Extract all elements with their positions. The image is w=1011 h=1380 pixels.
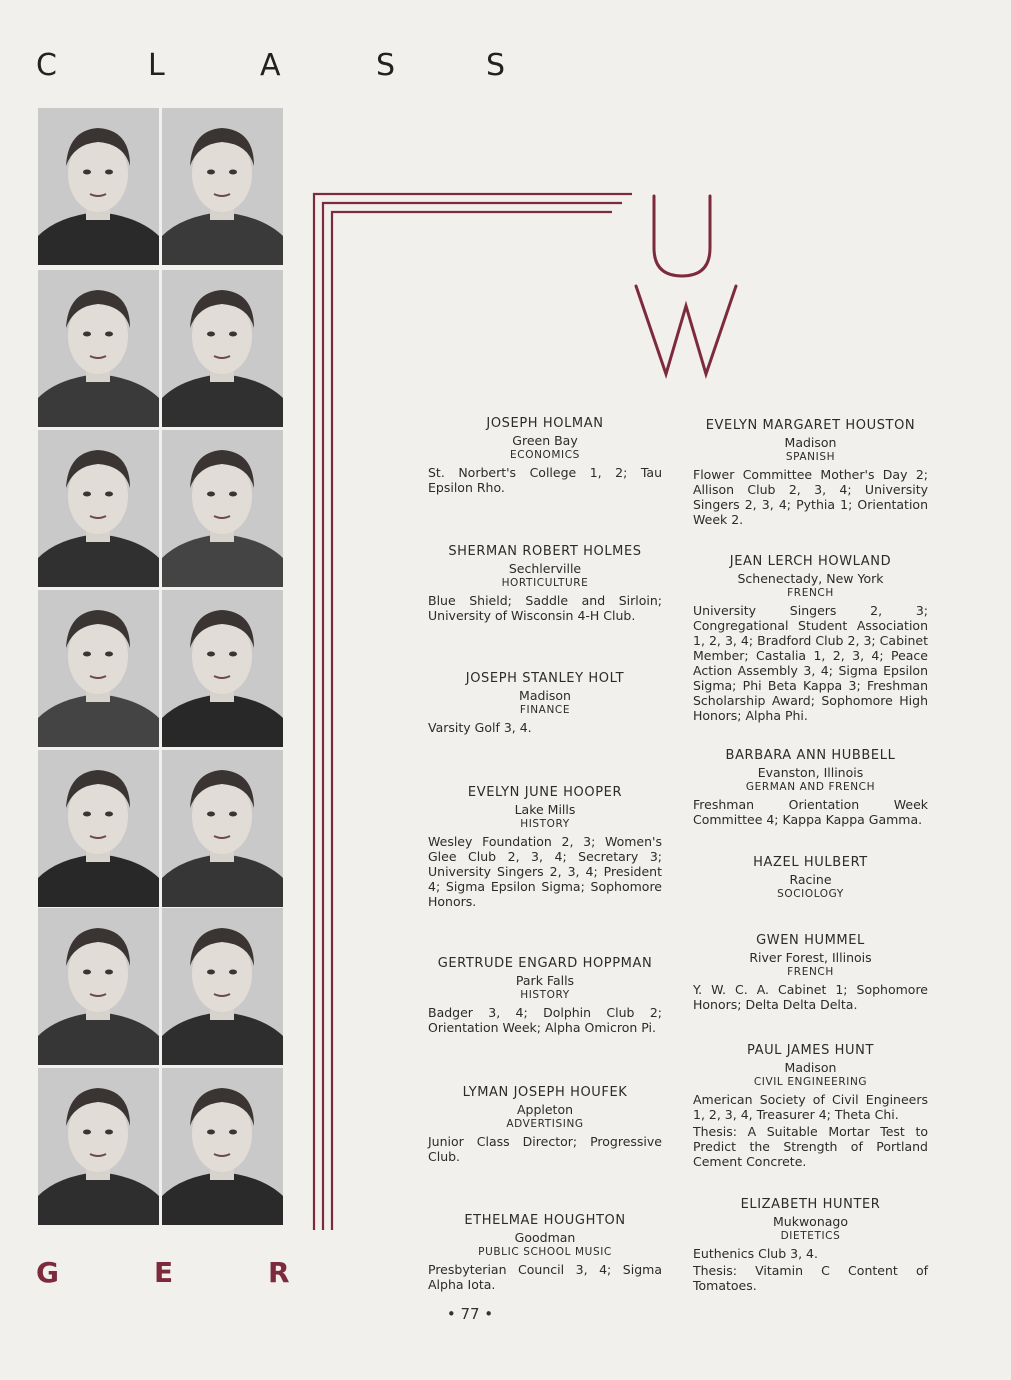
class-header [30,48,530,92]
student-activities: American Society of Civil Engineers 1, 2, 3, 4, Treasurer 4; Theta Chi. [693,1092,928,1122]
portrait-grid [38,108,291,1228]
header-letter: A [260,48,281,83]
student-name: HAZEL HULBERT [753,855,868,870]
student-activities: University Singers 2, 3; Congregational Student Association 1, 2, 3, 4; Bradford Club 2, 3; Cabinet Member; Castalia 1, 2, 3, 4; Peace Action Assembly 3, 4; Sigma Epsilon Sigma; Phi Beta Kappa 3; Freshman Scholarship Award; Sophomore High Honors; Alpha Phi. [693,603,928,723]
student-entry [693,1197,928,1293]
student-name: LYMAN JOSEPH HOUFEK [462,1085,628,1100]
student-major: ADVERTISING [506,1118,584,1130]
student-name: EVELYN JUNE HOOPER [467,785,623,800]
student-name: PAUL JAMES HUNT [746,1043,875,1058]
student-major: ECONOMICS [510,449,580,461]
student-hometown: Park Falls [515,973,575,988]
portrait-photo [162,750,283,907]
student-name: JOSEPH HOLMAN [486,416,604,431]
student-major: FRENCH [787,587,834,599]
student-name: BARBARA ANN HUBBELL [725,748,896,763]
student-hometown: Madison [519,688,571,703]
student-name: EVELYN MARGARET HOUSTON [705,418,916,433]
student-entry [693,554,928,723]
student-activities: Wesley Foundation 2, 3; Women's Glee Club 2, 3, 4; Secretary 3; University Singers 2, 3, 4; President 4; Sigma Epsilon Sigma; Sophomore Honors. [428,834,662,909]
ger-footer [30,1256,310,1300]
student-major: PUBLIC SCHOOL MUSIC [478,1246,612,1258]
portrait-photo [162,590,283,747]
student-hometown: Green Bay [512,433,578,448]
student-major: FINANCE [519,704,571,716]
student-entry [428,1213,662,1292]
student-name: GERTRUDE ENGARD HOPPMAN [437,956,653,971]
student-name: ELIZABETH HUNTER [740,1197,881,1212]
header-letter: S [486,48,506,83]
student-hometown: Appleton [516,1102,574,1117]
student-major: DIETETICS [780,1230,841,1242]
student-entry [428,671,662,735]
student-hometown: Sechlerville [508,561,582,576]
page-number: • 77 • [446,1305,494,1323]
student-entry [693,418,928,527]
uw-monogram [632,190,742,380]
student-hometown: Schenectady, New York [737,571,884,586]
header-letter: L [148,48,165,83]
portrait-photo [162,1068,283,1225]
footer-letter: E [154,1256,174,1289]
student-hometown: Lake Mills [514,802,576,817]
student-entry [428,1085,662,1164]
student-entry [693,1043,928,1169]
student-hometown: River Forest, Illinois [749,950,872,965]
student-major: SOCIOLOGY [777,888,844,900]
student-entry [693,748,928,827]
portrait-photo [38,270,159,427]
student-name: ETHELMAE HOUGHTON [464,1213,626,1228]
student-activities: Varsity Golf 3, 4. [428,720,532,735]
student-entry [693,855,928,904]
portrait-photo [38,908,159,1065]
student-major: FRENCH [787,966,834,978]
student-activities: Blue Shield; Saddle and Sirloin; University of Wisconsin 4-H Club. [428,593,662,623]
student-entry [428,956,662,1035]
header-letter: C [36,48,57,83]
student-entry [428,785,662,909]
header-letter: S [376,48,396,83]
portrait-photo [162,270,283,427]
student-major: HISTORY [520,818,570,830]
student-name: GWEN HUMMEL [756,933,865,948]
portrait-photo [162,908,283,1065]
student-hometown: Madison [784,1060,837,1075]
footer-letter: G [36,1256,59,1289]
student-entry [693,933,928,1012]
student-major: CIVIL ENGINEERING [753,1076,868,1088]
student-activities: Flower Committee Mother's Day 2; Allison Club 2, 3, 4; University Singers 2, 3, 4; Pythia 1; Orientation Week 2. [693,467,928,527]
portrait-photo [38,1068,159,1225]
student-name: SHERMAN ROBERT HOLMES [448,544,642,559]
student-entry [428,416,662,495]
student-activities: St. Norbert's College 1, 2; Tau Epsilon Rho. [428,465,662,495]
portrait-photo [162,430,283,587]
portrait-photo [38,750,159,907]
portrait-photo [38,430,159,587]
student-thesis: Thesis: A Suitable Mortar Test to Predict the Strength of Portland Cement Concrete. [693,1124,928,1169]
student-activities: Badger 3, 4; Dolphin Club 2; Orientation Week; Alpha Omicron Pi. [428,1005,662,1035]
student-major: HISTORY [520,989,570,1001]
student-hometown: Mukwonago [773,1214,848,1229]
student-activities: Euthenics Club 3, 4. [693,1246,818,1261]
student-activities: Junior Class Director; Progressive Club. [428,1134,662,1164]
student-entry [428,544,662,623]
student-hometown: Goodman [514,1230,576,1245]
student-major: HORTICULTURE [501,577,589,589]
student-activities: Freshman Orientation Week Committee 4; Kappa Kappa Gamma. [693,797,928,827]
student-major: SPANISH [785,451,836,463]
student-activities: Y. W. C. A. Cabinet 1; Sophomore Honors; Delta Delta Delta. [693,982,928,1012]
student-hometown: Evanston, Illinois [757,765,864,780]
student-hometown: Racine [789,872,832,887]
portrait-photo [38,590,159,747]
student-name: JOSEPH STANLEY HOLT [465,671,625,686]
portrait-photo [38,108,159,265]
student-major: GERMAN AND FRENCH [745,781,876,793]
student-thesis: Thesis: Vitamin C Content of Tomatoes. [693,1263,928,1293]
portrait-photo [162,108,283,265]
student-hometown: Madison [784,435,837,450]
student-name: JEAN LERCH HOWLAND [729,554,892,569]
student-activities: Presbyterian Council 3, 4; Sigma Alpha Iota. [428,1262,662,1292]
footer-letter: R [268,1256,290,1289]
